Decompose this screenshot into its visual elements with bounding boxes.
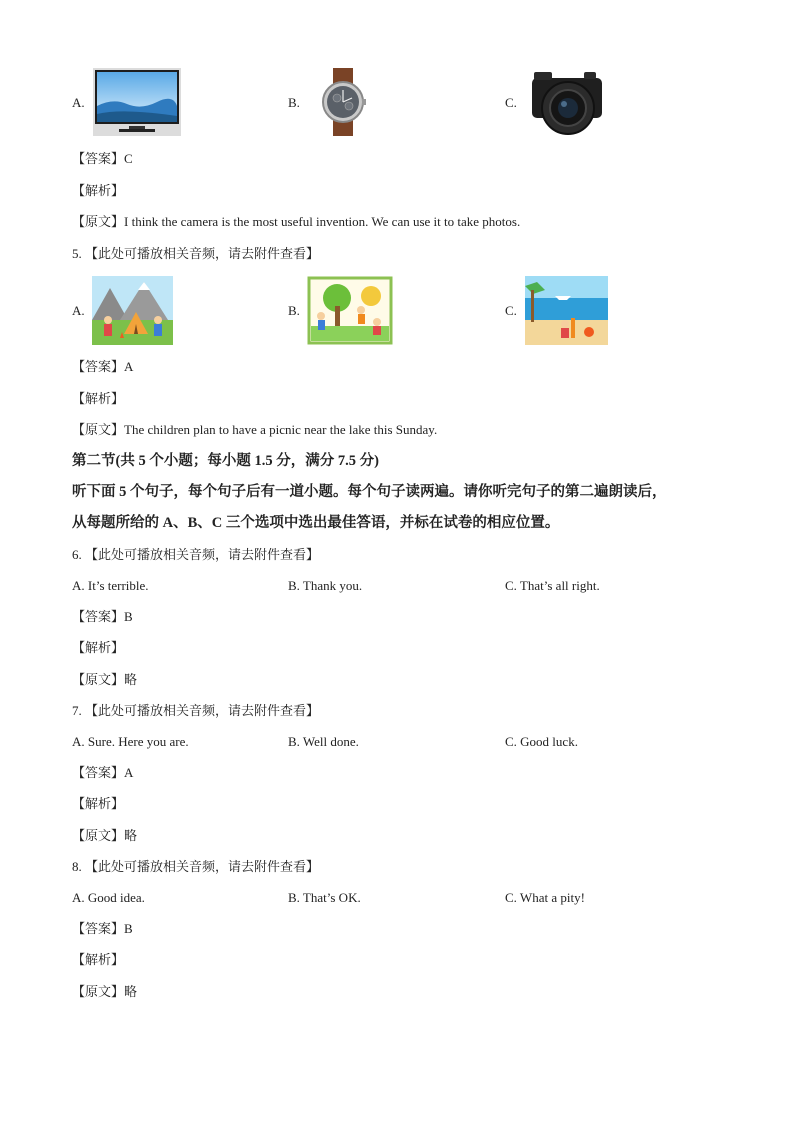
q7-option-b: B. Well done. (288, 734, 359, 749)
q5-prompt: 5. 【此处可播放相关音频，请去附件查看】 (72, 246, 320, 261)
q8-option-b: B. That’s OK. (288, 890, 361, 905)
q4-option-c-label: C. (505, 95, 517, 110)
camping-scene-image (92, 276, 173, 345)
q6-option-c: C. That’s all right. (505, 578, 600, 593)
q7-option-a: A. Sure. Here you are. (72, 734, 189, 749)
q6-answer: 【答案】B (72, 609, 133, 624)
camera-image (528, 68, 606, 136)
q5-original-text: 【原文】The children plan to have a picnic near the lake this Sunday. (72, 422, 438, 437)
q8-original-text: 【原文】略 (72, 984, 138, 999)
q7-prompt: 7. 【此处可播放相关音频，请去附件查看】 (72, 703, 320, 718)
q7-original-text: 【原文】略 (72, 828, 138, 843)
section-2-instruction-line-2: 从每题所给的 A、B、C 三个选项中选出最佳答语，并标在试卷的相应位置。 (72, 515, 560, 531)
q6-prompt: 6. 【此处可播放相关音频，请去附件查看】 (72, 547, 320, 562)
park-play-scene-image (307, 276, 393, 345)
q6-analysis: 【解析】 (72, 640, 125, 655)
q8-analysis: 【解析】 (72, 952, 125, 967)
television-image (93, 68, 181, 136)
beach-scene-image (525, 276, 608, 345)
q4-option-a-label: A. (72, 95, 85, 110)
q8-answer: 【答案】B (72, 921, 133, 936)
q5-option-c-label: C. (505, 303, 517, 318)
q4-original-text: 【原文】I think the camera is the most useful invention. We can use it to take photos. (72, 214, 521, 229)
q7-option-c: C. Good luck. (505, 734, 578, 749)
q5-answer: 【答案】A (72, 359, 134, 374)
section-2-instruction-line-1: 听下面 5 个句子，每个句子后有一道小题。每个句子读两遍。请你听完句子的第二遍朗读后， (72, 484, 667, 500)
q8-option-a: A. Good idea. (72, 890, 145, 905)
q7-answer: 【答案】A (72, 765, 134, 780)
q8-option-c: C. What a pity! (505, 890, 585, 905)
q6-option-b: B. Thank you. (288, 578, 363, 593)
q7-analysis: 【解析】 (72, 796, 125, 811)
section-2-title: 第二节(共 5 个小题；每小题 1.5 分，满分 7.5 分) (72, 453, 379, 469)
q5-analysis: 【解析】 (72, 391, 125, 406)
q6-option-a: A. It’s terrible. (72, 578, 149, 593)
q6-original-text: 【原文】略 (72, 672, 138, 687)
q5-option-b-label: B. (288, 303, 300, 318)
watch-image (315, 68, 371, 136)
q8-prompt: 8. 【此处可播放相关音频，请去附件查看】 (72, 859, 320, 874)
q4-option-b-label: B. (288, 95, 300, 110)
q5-option-a-label: A. (72, 303, 85, 318)
q4-analysis: 【解析】 (72, 183, 125, 198)
q4-answer: 【答案】C (72, 151, 133, 166)
